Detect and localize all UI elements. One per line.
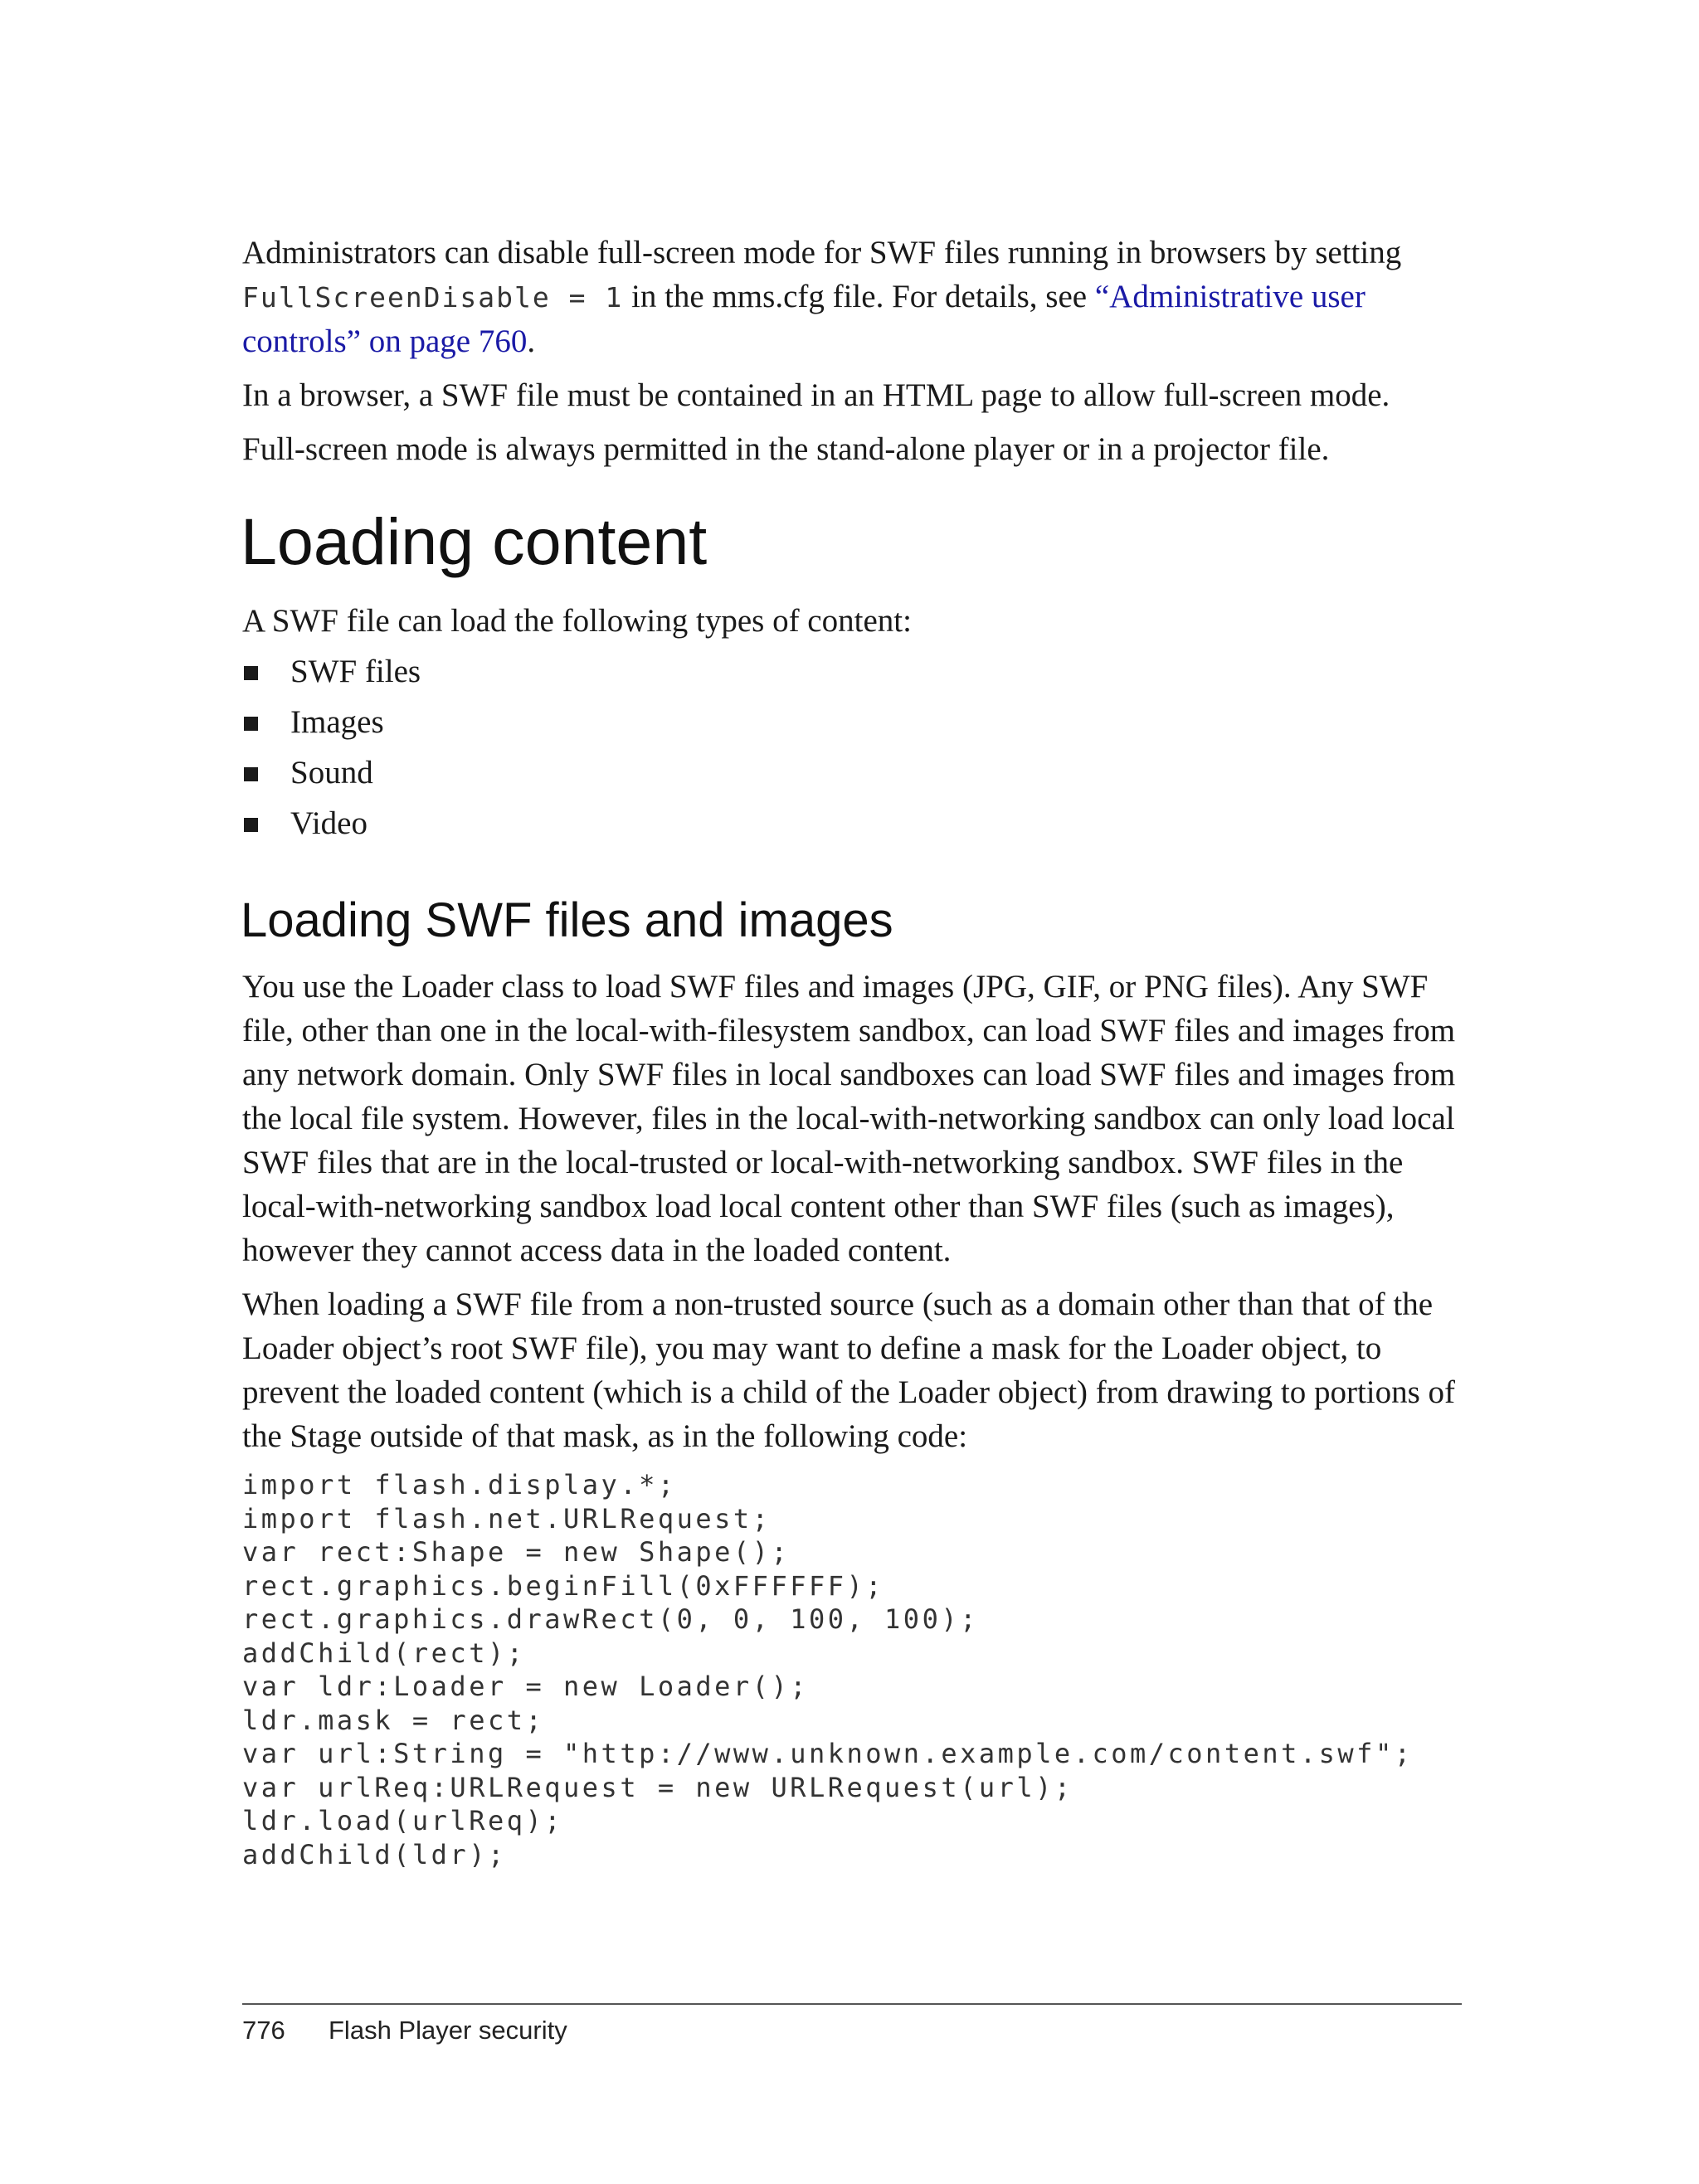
content-types-list xyxy=(242,646,1462,849)
code-sample: import flash.display.*; import flash.net.URLRequest; var rect:Shape = new Shape(); rect.graphics.beginFill(0xFFFFFF); rect.graphics.drawRect(0, 0, 100, 100); addChild(rect); var ldr:Loader = new Loader(); ldr.mask = rect; var url:String = "http://www.unknown.example.com/content.swf"; var urlReq:URLRequest = new URLRequest(url); ldr.load(urlReq); addChild(ldr); xyxy=(242,1469,1414,1870)
square-bullet-icon xyxy=(244,717,258,731)
square-bullet-icon xyxy=(244,818,258,832)
list-item xyxy=(242,747,1462,798)
content-types-lead: A SWF file can load the following types of content: xyxy=(242,603,912,639)
page-content xyxy=(242,231,1462,1871)
list-item-text: SWF files xyxy=(290,654,421,689)
page-footer xyxy=(242,2016,567,2045)
footer-divider xyxy=(242,2003,1462,2005)
square-bullet-icon xyxy=(244,767,258,781)
list-item xyxy=(242,697,1462,747)
intro-text-end: . xyxy=(527,323,536,359)
intro-paragraph-standalone: Full-screen mode is always permitted in the stand-alone player or in a projector file. xyxy=(242,431,1330,467)
intro-paragraph-html-page: In a browser, a SWF file must be contained in an HTML page to allow full-screen mode. xyxy=(242,377,1390,413)
list-item xyxy=(242,798,1462,849)
loader-class-paragraph: You use the Loader class to load SWF files and images (JPG, GIF, or PNG files). Any SWF file, other than one in the local-with-filesystem sandbox, can load SWF files and images from any network domain. Only SWF files in local sandboxes can load SWF files and images from the local file system. However, files in the local-with-networking sandbox can only load local SWF files that are in the local-trusted or local-with-networking sandbox. SWF files in the local-with-networking sandbox load local content other than SWF files (such as images), however they cannot access data in the loaded content. xyxy=(242,969,1456,1268)
chapter-title: Flash Player security xyxy=(329,2016,567,2045)
intro-text-before: Administrators can disable full-screen mode for SWF files running in browsers by setting xyxy=(242,235,1402,270)
list-item-text: Sound xyxy=(290,755,373,790)
intro-paragraph-fullscreen-disable xyxy=(242,231,1462,363)
page-number: 776 xyxy=(242,2016,285,2045)
heading-loading-content: Loading content xyxy=(241,504,708,578)
inline-code-fullscreendisable: FullScreenDisable = 1 xyxy=(242,281,624,314)
list-item xyxy=(242,646,1462,697)
heading-loading-swf-files-and-images: Loading SWF files and images xyxy=(241,893,893,947)
square-bullet-icon xyxy=(244,666,258,680)
list-item-text: Images xyxy=(290,704,384,740)
list-item-text: Video xyxy=(290,805,368,841)
intro-text-middle: in the mms.cfg file. For details, see xyxy=(623,279,1095,314)
mask-paragraph: When loading a SWF file from a non-trusted source (such as a domain other than that of the Loader object’s root SWF file), you may want to define a mask for the Loader object, to prevent the loaded content (which is a child of the Loader object) from drawing to portions of the Stage outside of that mask, as in the following code: xyxy=(242,1287,1456,1454)
link-administrative-user-controls[interactable]: “Administrative user controls” on page 760 xyxy=(242,279,1366,359)
